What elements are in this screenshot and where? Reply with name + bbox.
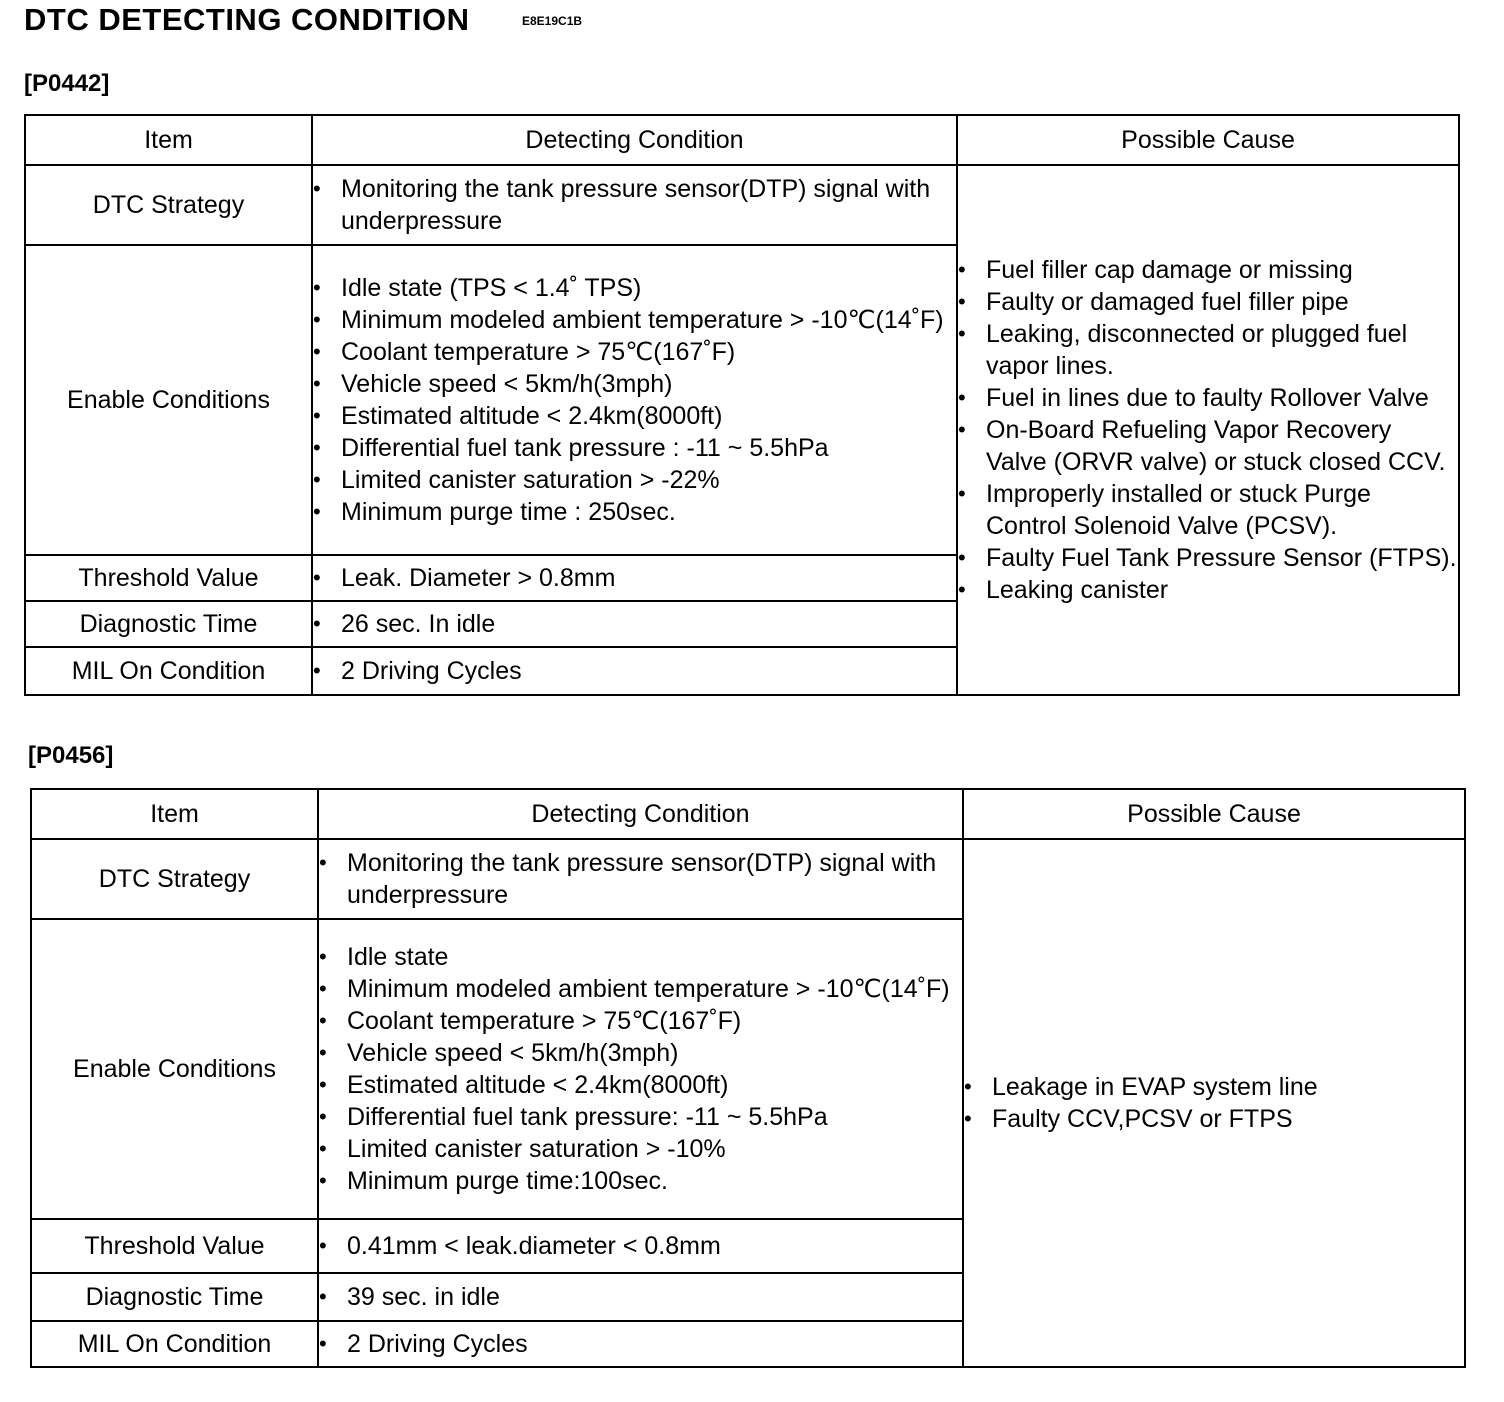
condition-line: • Monitoring the tank pressure sensor(DTP) signal with underpressure — [313, 173, 956, 237]
condition-line: • Differential fuel tank pressure : -11 ~ 5.5hPa — [313, 432, 956, 464]
condition-line: • Coolant temperature > 75℃(167˚F) — [313, 336, 956, 368]
cause-item: • Leaking canister — [958, 574, 1458, 606]
condition-line: • Minimum purge time : 250sec. — [313, 496, 956, 528]
row-condition — [318, 1219, 963, 1273]
row-item: Enable Conditions — [25, 245, 312, 555]
page-title: DTC DETECTING CONDITION — [24, 2, 470, 37]
row-condition — [318, 839, 963, 919]
cause-item: • Leaking, disconnected or plugged fuel vapor lines. — [958, 318, 1458, 382]
row-item: MIL On Condition — [25, 647, 312, 695]
row-item: Diagnostic Time — [25, 601, 312, 647]
header-item: Item — [25, 115, 312, 165]
condition-line: • 0.41mm < leak.diameter < 0.8mm — [319, 1230, 962, 1262]
condition-line: • Limited canister saturation > -10% — [319, 1133, 962, 1165]
table-header-row — [31, 789, 1465, 839]
condition-line: • 26 sec. In idle — [313, 608, 956, 640]
row-item: Threshold Value — [31, 1219, 318, 1273]
condition-line: • 2 Driving Cycles — [313, 655, 956, 687]
row-condition — [318, 1321, 963, 1367]
row-item: DTC Strategy — [31, 839, 318, 919]
condition-line: • 39 sec. in idle — [319, 1281, 962, 1313]
condition-line: • Minimum modeled ambient temperature > -10℃(14˚F) — [319, 973, 962, 1005]
condition-line: • Idle state — [319, 941, 962, 973]
condition-line: • Estimated altitude < 2.4km(8000ft) — [313, 400, 956, 432]
row-condition — [312, 245, 957, 555]
header-possible-cause: Possible Cause — [957, 115, 1459, 165]
header-possible-cause: Possible Cause — [963, 789, 1465, 839]
dtc-table-p0442 — [24, 114, 1460, 696]
document-code: E8E19C1B — [522, 14, 583, 28]
condition-line: • Idle state (TPS < 1.4˚ TPS) — [313, 272, 956, 304]
condition-line: • Estimated altitude < 2.4km(8000ft) — [319, 1069, 962, 1101]
cause-item: • Improperly installed or stuck Purge Control Solenoid Valve (PCSV). — [958, 478, 1458, 542]
cause-item: • Leakage in EVAP system line — [964, 1071, 1464, 1103]
dtc-table-p0456 — [30, 788, 1466, 1368]
condition-line: • Differential fuel tank pressure: -11 ~ 5.5hPa — [319, 1101, 962, 1133]
header-item: Item — [31, 789, 318, 839]
condition-line: • Vehicle speed < 5km/h(3mph) — [313, 368, 956, 400]
cause-item: • On-Board Refueling Vapor Recovery Valve (ORVR valve) or stuck closed CCV. — [958, 414, 1458, 478]
condition-line: • Limited canister saturation > -22% — [313, 464, 956, 496]
condition-line: • Leak. Diameter > 0.8mm — [313, 562, 956, 594]
condition-line: • Vehicle speed < 5km/h(3mph) — [319, 1037, 962, 1069]
condition-line: • Minimum modeled ambient temperature > -10℃(14˚F) — [313, 304, 956, 336]
section-title-p0456: [P0456] — [28, 742, 114, 769]
row-item: Threshold Value — [25, 555, 312, 601]
row-condition — [312, 647, 957, 695]
row-item: Enable Conditions — [31, 919, 318, 1219]
cause-item: • Fuel filler cap damage or missing — [958, 254, 1458, 286]
condition-line: • Minimum purge time:100sec. — [319, 1165, 962, 1197]
condition-line: • Monitoring the tank pressure sensor(DTP) signal with underpressure — [319, 847, 962, 911]
possible-cause-cell — [957, 165, 1459, 695]
row-condition — [318, 919, 963, 1219]
table-header-row — [25, 115, 1459, 165]
cause-item: • Faulty Fuel Tank Pressure Sensor (FTPS). — [958, 542, 1458, 574]
header-detecting-condition: Detecting Condition — [318, 789, 963, 839]
cause-item: • Faulty CCV,PCSV or FTPS — [964, 1103, 1464, 1135]
table-row-dtc-strategy — [31, 839, 1465, 919]
cause-item: • Faulty or damaged fuel filler pipe — [958, 286, 1458, 318]
row-condition — [312, 555, 957, 601]
row-item: Diagnostic Time — [31, 1273, 318, 1321]
possible-cause-cell — [963, 839, 1465, 1367]
row-condition — [312, 601, 957, 647]
row-condition — [312, 165, 957, 245]
row-item: MIL On Condition — [31, 1321, 318, 1367]
table-row-dtc-strategy — [25, 165, 1459, 245]
section-title-p0442: [P0442] — [24, 70, 110, 97]
header-detecting-condition: Detecting Condition — [312, 115, 957, 165]
condition-line: • 2 Driving Cycles — [319, 1328, 962, 1360]
cause-item: • Fuel in lines due to faulty Rollover Valve — [958, 382, 1458, 414]
row-condition — [318, 1273, 963, 1321]
condition-line: • Coolant temperature > 75℃(167˚F) — [319, 1005, 962, 1037]
row-item: DTC Strategy — [25, 165, 312, 245]
